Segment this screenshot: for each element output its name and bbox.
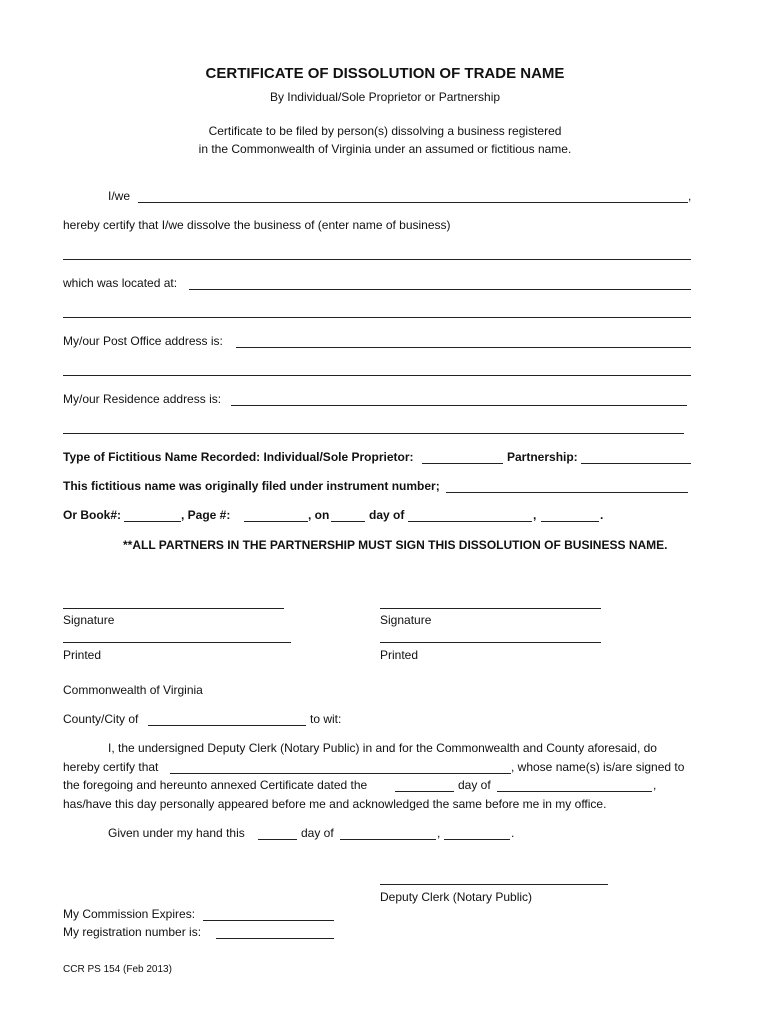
certificate-month-field[interactable]	[497, 791, 652, 792]
commission-expires-field[interactable]	[203, 920, 334, 921]
given-day-field[interactable]	[258, 839, 297, 840]
certificate-day-field[interactable]	[395, 791, 454, 792]
printed-label-left: Printed	[63, 648, 102, 662]
instrument-label: This fictitious name was originally filed under instrument number;	[63, 479, 440, 493]
located-field-2[interactable]	[63, 317, 691, 318]
whose-names-label: , whose name(s) is/are signed to	[511, 760, 685, 774]
printed-label-right: Printed	[380, 648, 419, 662]
book-field[interactable]	[124, 521, 181, 522]
page-field[interactable]	[244, 521, 308, 522]
po-address-label: My/our Post Office address is:	[63, 334, 223, 348]
page-label: , Page #:	[181, 508, 231, 522]
signature-field-left[interactable]	[63, 608, 284, 609]
iwe-label: I/we	[108, 189, 131, 203]
sole-proprietor-field[interactable]	[422, 463, 503, 464]
po-address-field-1[interactable]	[236, 347, 691, 348]
county-field[interactable]	[148, 725, 306, 726]
appeared-text: has/have this day personally appeared before me and acknowledged the same before me in my office.	[63, 797, 607, 811]
iwe-comma: ,	[688, 189, 692, 203]
registration-number-label: My registration number is:	[63, 925, 202, 939]
certificate-comma: ,	[653, 778, 657, 792]
day-of-label: day of	[369, 508, 405, 522]
foregoing-label: the foregoing and hereunto annexed Certificate dated the	[63, 778, 368, 792]
document-title: CERTIFICATE OF DISSOLUTION OF TRADE NAME	[205, 65, 565, 82]
certify-names-field[interactable]	[170, 773, 511, 774]
month-field[interactable]	[408, 521, 532, 522]
deputy-clerk-label: Deputy Clerk (Notary Public)	[380, 890, 533, 904]
given-comma: ,	[437, 826, 441, 840]
commission-expires-label: My Commission Expires:	[63, 907, 196, 921]
signature-label-right: Signature	[380, 613, 432, 627]
certify-text: hereby certify that I/we dissolve the business of (enter name of business)	[63, 218, 451, 232]
partnership-field[interactable]	[581, 463, 691, 464]
given-day-of-label: day of	[301, 826, 334, 840]
comma-label: ,	[533, 508, 537, 522]
book-label: Or Book#:	[63, 508, 122, 522]
signature-field-right[interactable]	[380, 608, 601, 609]
intro-line-1: Certificate to be filed by person(s) dissolving a business registered	[208, 124, 562, 138]
printed-field-right[interactable]	[380, 642, 601, 643]
notary-paragraph-1: I, the undersigned Deputy Clerk (Notary Public) in and for the Commonwealth and County aforesaid, do	[108, 741, 657, 755]
type-label: Type of Fictitious Name Recorded: Individual/Sole Proprietor:	[63, 450, 414, 464]
intro-line-2: in the Commonwealth of Virginia under an assumed or fictitious name.	[198, 142, 572, 156]
period-label: .	[600, 508, 604, 522]
to-wit-label: to wit:	[310, 712, 342, 726]
form-footer-code: CCR PS 154 (Feb 2013)	[63, 964, 172, 975]
instrument-number-field[interactable]	[446, 492, 688, 493]
located-field-1[interactable]	[189, 289, 691, 290]
given-label: Given under my hand this	[108, 826, 245, 840]
signature-label-left: Signature	[63, 613, 115, 627]
commonwealth-label: Commonwealth of Virginia	[63, 683, 203, 697]
business-name-field[interactable]	[63, 259, 691, 260]
residence-address-field-2[interactable]	[63, 433, 684, 434]
po-address-field-2[interactable]	[63, 375, 691, 376]
printed-field-left[interactable]	[63, 642, 291, 643]
given-period: .	[511, 826, 515, 840]
year-field[interactable]	[541, 521, 599, 522]
county-label: County/City of	[63, 712, 139, 726]
certificate-day-of-label: day of	[458, 778, 491, 792]
document-subtitle: By Individual/Sole Proprietor or Partnership	[269, 90, 501, 104]
residence-address-label: My/our Residence address is:	[63, 392, 222, 406]
on-day-field[interactable]	[331, 521, 365, 522]
on-label: , on	[308, 508, 330, 522]
located-label: which was located at:	[63, 276, 178, 290]
registration-number-field[interactable]	[216, 938, 334, 939]
given-year-field[interactable]	[444, 839, 510, 840]
given-month-field[interactable]	[340, 839, 436, 840]
partners-notice: **ALL PARTNERS IN THE PARTNERSHIP MUST SIGN THIS DISSOLUTION OF BUSINESS NAME.	[123, 538, 668, 552]
hereby-certify-label: hereby certify that	[63, 760, 159, 774]
iwe-field[interactable]	[138, 202, 688, 203]
residence-address-field-1[interactable]	[231, 405, 687, 406]
deputy-clerk-signature-field[interactable]	[380, 884, 608, 885]
partnership-label: Partnership:	[507, 450, 578, 464]
